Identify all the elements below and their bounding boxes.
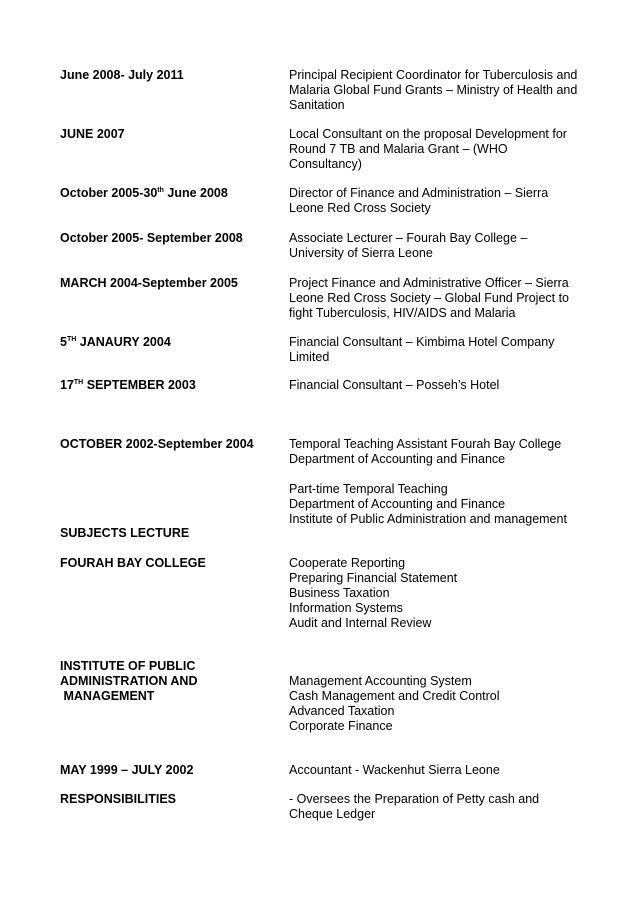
subjects-lecture-heading: SUBJECTS LECTURE bbox=[60, 526, 190, 540]
description-line: Preparing Financial Statement bbox=[289, 571, 458, 585]
description-line: Management Accounting System bbox=[289, 674, 472, 688]
description-line: Corporate Finance bbox=[289, 719, 393, 733]
entry-description bbox=[289, 763, 599, 778]
description-line: Principal Recipient Coordinator for Tuberculosis and bbox=[289, 68, 578, 82]
description-line: Audit and Internal Review bbox=[289, 616, 432, 630]
description-line: Part-time Temporal Teaching bbox=[289, 482, 448, 496]
entry-description bbox=[289, 276, 599, 321]
description-line: Leone Red Cross Society – Global Fund Project to bbox=[289, 291, 570, 305]
entry-institution: INSTITUTE OF PUBLIC ADMINISTRATION AND MANAGEMENT bbox=[60, 659, 198, 703]
description-line: Cash Management and Credit Control bbox=[289, 689, 500, 703]
description-line: Project Finance and Administrative Officer – Sierra bbox=[289, 276, 569, 290]
description-line: Financial Consultant – Posseh’s Hotel bbox=[289, 378, 500, 392]
entry-date: October 2005-30th June 2008 bbox=[60, 186, 228, 200]
description-line: Temporal Teaching Assistant Fourah Bay College bbox=[289, 437, 562, 451]
entry-date: OCTOBER 2002-September 2004 bbox=[60, 437, 254, 451]
description-line: Sanitation bbox=[289, 98, 345, 112]
description-line: Department of Accounting and Finance bbox=[289, 452, 506, 466]
entry-description bbox=[289, 68, 599, 113]
entry-description bbox=[289, 437, 599, 467]
description-line: Consultancy) bbox=[289, 157, 362, 171]
entry-institution: FOURAH BAY COLLEGE bbox=[60, 556, 206, 570]
description-line: Financial Consultant – Kimbima Hotel Company bbox=[289, 335, 555, 349]
entry-description bbox=[289, 482, 599, 527]
description-line: Business Taxation bbox=[289, 586, 390, 600]
entry-description bbox=[289, 792, 599, 822]
description-line: fight Tuberculosis, HIV/AIDS and Malaria bbox=[289, 306, 516, 320]
entry-description bbox=[289, 378, 599, 393]
description-line: Leone Red Cross Society bbox=[289, 201, 431, 215]
description-line: Accountant - Wackenhut Sierra Leone bbox=[289, 763, 500, 777]
description-line: Advanced Taxation bbox=[289, 704, 395, 718]
description-line: Round 7 TB and Malaria Grant – (WHO bbox=[289, 142, 508, 156]
description-line: Local Consultant on the proposal Development for bbox=[289, 127, 567, 141]
entry-description bbox=[289, 335, 599, 365]
description-line: Cooperate Reporting bbox=[289, 556, 406, 570]
description-line: - Oversees the Preparation of Petty cash and bbox=[289, 792, 540, 806]
entry-description bbox=[289, 127, 599, 172]
description-line: Information Systems bbox=[289, 601, 403, 615]
description-line: Cheque Ledger bbox=[289, 807, 376, 821]
entry-date: 17TH SEPTEMBER 2003 bbox=[60, 378, 196, 392]
entry-date: MAY 1999 – JULY 2002 bbox=[60, 763, 194, 777]
entry-description bbox=[289, 186, 599, 216]
entry-date: June 2008- July 2011 bbox=[60, 68, 184, 82]
description-line: Malaria Global Fund Grants – Ministry of Health and bbox=[289, 83, 578, 97]
responsibilities-heading: RESPONSIBILITIES bbox=[60, 792, 176, 806]
description-line: University of Sierra Leone bbox=[289, 246, 433, 260]
entry-date: JUNE 2007 bbox=[60, 127, 125, 141]
description-line: Limited bbox=[289, 350, 330, 364]
entry-date: October 2005- September 2008 bbox=[60, 231, 243, 245]
entry-date: 5TH JANAURY 2004 bbox=[60, 335, 171, 349]
entry-date: MARCH 2004-September 2005 bbox=[60, 276, 238, 290]
entry-description bbox=[289, 556, 599, 631]
description-line: Department of Accounting and Finance bbox=[289, 497, 506, 511]
description-line: Institute of Public Administration and management bbox=[289, 512, 567, 526]
description-line: Associate Lecturer – Fourah Bay College – bbox=[289, 231, 528, 245]
entry-description bbox=[289, 674, 599, 734]
description-line: Director of Finance and Administration – Sierra bbox=[289, 186, 549, 200]
entry-description bbox=[289, 231, 599, 261]
